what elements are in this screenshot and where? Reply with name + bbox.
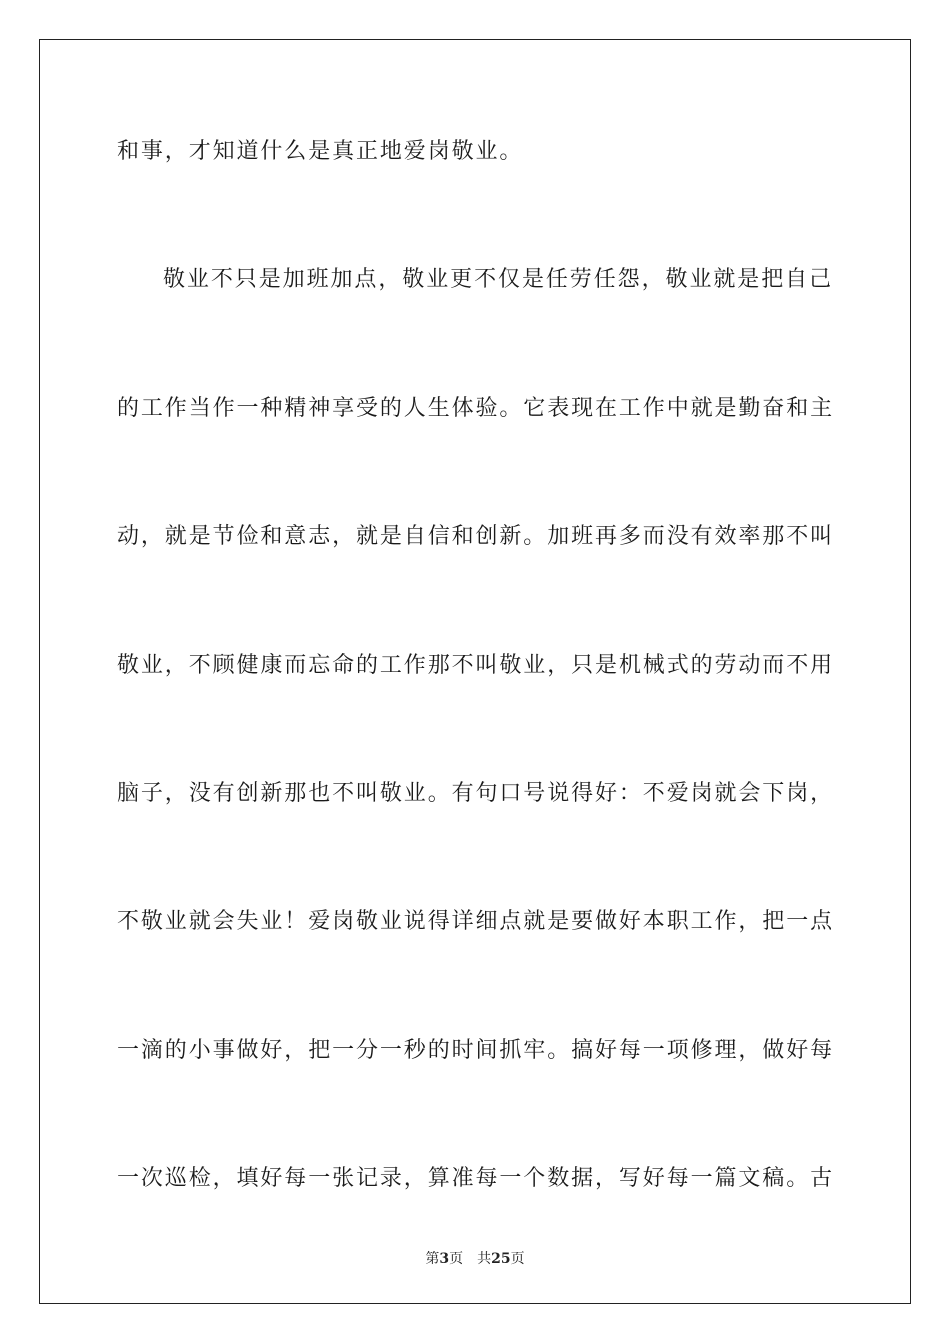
document-body: [117, 130, 833, 1286]
paragraph-line: 不敬业就会失业！爱岗敬业说得详细点就是要做好本职工作，把一点: [117, 909, 835, 935]
paragraph-line: 敬业，不顾健康而忘命的工作那不叫敬业，只是机械式的劳动而不用: [117, 652, 835, 678]
page-prefix: 第: [425, 1251, 440, 1267]
paragraph-line: 动，就是节俭和意志，就是自信和创新。加班再多而没有效率那不叫: [117, 524, 835, 550]
paragraph-line: 一滴的小事做好，把一分一秒的时间抓牢。搞好每一项修理，做好每: [117, 1037, 835, 1063]
paragraph-line: 一次巡检，填好每一张记录，算准每一个数据，写好每一篇文稿。古: [117, 1166, 835, 1192]
total-prefix: 共: [477, 1251, 492, 1267]
total-suffix: 页: [510, 1251, 525, 1267]
paragraph-line: 和事，才知道什么是真正地爱岗敬业。: [117, 139, 524, 164]
paragraph-line: 脑子，没有创新那也不叫敬业。有句口号说得好：不爱岗就会下岗，: [117, 780, 835, 806]
page-suffix: 页: [449, 1251, 464, 1267]
paragraph-line: 的工作当作一种精神享受的人生体验。它表现在工作中就是勤奋和主: [117, 395, 835, 421]
paragraph-line: 敬业不只是加班加点，敬业更不仅是任劳任怨，敬业就是把自己: [163, 267, 833, 293]
page-number: 3: [439, 1251, 450, 1267]
page-footer: [0, 1248, 950, 1268]
total-pages: 25: [491, 1251, 511, 1267]
